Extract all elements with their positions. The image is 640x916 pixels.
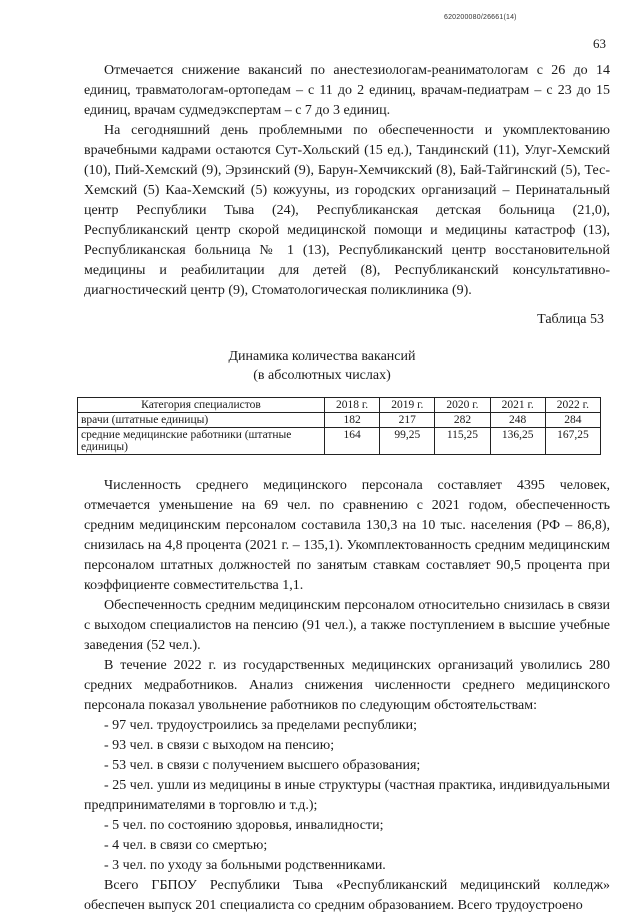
section-after-table bbox=[84, 476, 610, 916]
table-header-cell: 2019 г. bbox=[380, 398, 435, 413]
table-label: Таблица 53 bbox=[537, 312, 604, 327]
list-item: - 5 чел. по состоянию здоровья, инвалидности; bbox=[104, 818, 384, 833]
list-item: - 25 чел. ушли из медицины в иные структуры (частная практика, индивидуальными предпринимателями в торговлю и т.д.); bbox=[84, 778, 610, 813]
paragraph-problem-districts: На сегодняшний день проблемными по обеспеченности и укомплектованию врачебными кадрами остаются Сут-Хольский (15 ед.), Тандинский (11), Улуг-Хемский (10), Пий-Хемский (9), Эрзинский (9), Барун-Хемчикский (8), Бай-Тайгинский (5), Тес-Хемский (5) Каа-Хемский (5) кожууны, из городских организаций – Перинатальный центр Республики Тыва (24), Республиканская детская больница (21,0), Республиканский центр скорой медицинской помощи и медицины катастроф (13), Республиканская больница № 1 (13), Республиканский центр восстановительной медицины и реабилитации для детей (8), Республиканский консультативно-диагностический центр (9), Стоматологическая поликлиника (9). bbox=[84, 123, 610, 298]
paragraph-college-graduates: Всего ГБПОУ Республики Тыва «Республиканский медицинский колледж» обеспечен выпуск 201 специалиста со средним образованием. Всего трудоустроено bbox=[84, 878, 610, 913]
paragraph-staff-decline: Обеспеченность средним медицинским персоналом относительно снизилась в связи с выходом специалистов на пенсию (91 чел.), а также поступлением в высшие учебные заведения (52 чел.). bbox=[84, 598, 610, 653]
list-item: - 53 чел. в связи с получением высшего образования; bbox=[104, 758, 421, 773]
table-header-cell: 2022 г. bbox=[545, 398, 600, 413]
table-title-line1: Динамика количества вакансий bbox=[228, 349, 416, 364]
table-title bbox=[84, 347, 610, 385]
table-cell: 282 bbox=[435, 413, 490, 428]
vacancy-table bbox=[77, 397, 601, 455]
table-cell: 164 bbox=[325, 428, 380, 455]
table-header-cell: Категория специалистов bbox=[78, 398, 325, 413]
paragraph-vacancy-decrease: Отмечается снижение вакансий по анестезиологам-реаниматологам с 26 до 14 единиц, травматологам-ортопедам – с 11 до 2 единиц, врачам-педиатрам – с 23 до 15 единиц, врачам судмедэкспертам – с 7 до 3 единиц. bbox=[84, 63, 610, 118]
table-cell: 284 bbox=[545, 413, 600, 428]
table-cell: 167,25 bbox=[545, 428, 600, 455]
paragraph-dismissals: В течение 2022 г. из государственных медицинских организаций уволились 280 средних медработников. Анализ снижения численности среднего медицинского персонала показал увольнение работников по следующим обстоятельствам: bbox=[84, 658, 610, 713]
document-code: 620200080/26661(14) bbox=[444, 14, 517, 21]
list-item: - 3 чел. по уходу за больными родственниками. bbox=[104, 858, 386, 873]
table-row bbox=[78, 413, 601, 428]
list-item: - 4 чел. в связи со смертью; bbox=[104, 838, 268, 853]
table-cell: врачи (штатные единицы) bbox=[78, 413, 325, 428]
table-cell: 115,25 bbox=[435, 428, 490, 455]
page-number: 63 bbox=[593, 36, 606, 51]
table-cell: 136,25 bbox=[490, 428, 545, 455]
table-header-cell: 2018 г. bbox=[325, 398, 380, 413]
table-cell: 99,25 bbox=[380, 428, 435, 455]
table-row bbox=[78, 428, 601, 455]
table-header-cell: 2020 г. bbox=[435, 398, 490, 413]
table-header-row bbox=[78, 398, 601, 413]
table-cell: 182 bbox=[325, 413, 380, 428]
list-item: - 97 чел. трудоустроились за пределами республики; bbox=[104, 718, 417, 733]
table-cell: средние медицинские работники (штатные единицы) bbox=[78, 428, 325, 455]
table-title-line2: (в абсолютных числах) bbox=[253, 368, 391, 383]
table-header-cell: 2021 г. bbox=[490, 398, 545, 413]
paragraph-nursing-staff: Численность среднего медицинского персонала составляет 4395 человек, отмечается уменьшение на 69 чел. по сравнению с 2021 годом, обеспеченность средним медицинским персоналом составила 130,3 на 10 тыс. населения (РФ – 86,8), снизилась на 4,8 процента (2021 г. – 135,1). Укомплектованность средним медицинским персоналом штатных должностей по занятым ставкам составляет 90,5 процента при коэффициенте совместительства 1,1. bbox=[84, 478, 610, 593]
document-body bbox=[81, 61, 610, 916]
list-item: - 93 чел. в связи с выходом на пенсию; bbox=[104, 738, 335, 753]
table-cell: 248 bbox=[490, 413, 545, 428]
table-cell: 217 bbox=[380, 413, 435, 428]
